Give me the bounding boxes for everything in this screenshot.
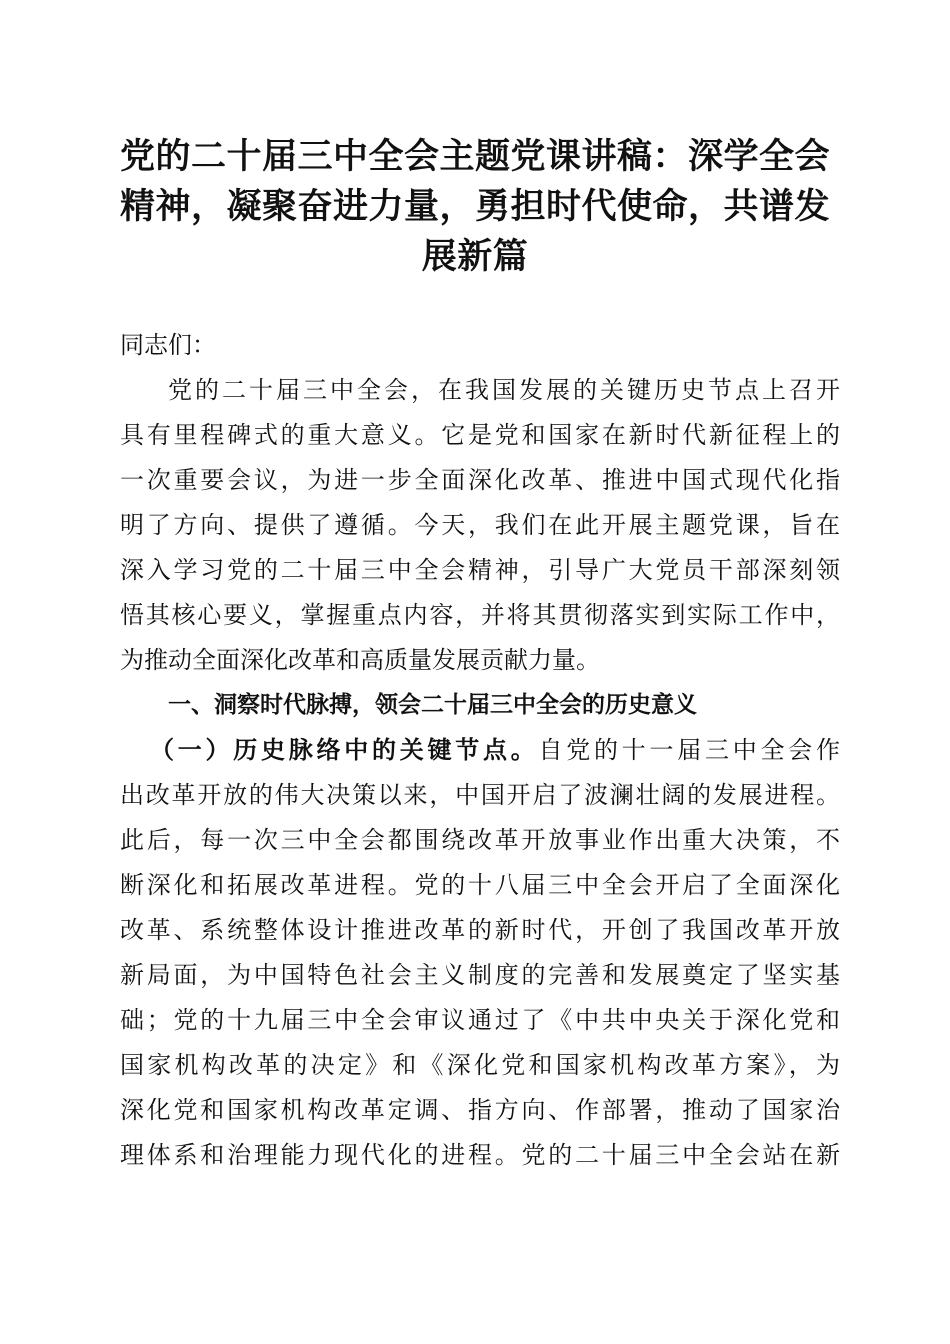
subsection-paragraph bbox=[120, 728, 840, 1178]
subsection-first-line-text: 自党的十一届三中全会作 bbox=[538, 736, 840, 764]
paragraph-line bbox=[120, 728, 840, 773]
paragraph-line: 出改革开放的伟大决策以来，中国开启了波澜壮阔的发展进程。 bbox=[120, 781, 840, 809]
paragraph-line: 深化党和国家机构改革定调、指方向、作部署，推动了国家治 bbox=[120, 1096, 840, 1124]
paragraph-line: 深入学习党的二十届三中全会精神，引导广大党员干部深刻领 bbox=[120, 556, 840, 584]
paragraph-line: 础；党的十九届三中全会审议通过了《中共中央关于深化党和 bbox=[120, 1006, 840, 1034]
subsection-heading: （一）历史脉络中的关键节点。 bbox=[150, 736, 539, 764]
paragraph-line: 悟其核心要义，掌握重点内容，并将其贯彻落实到实际工作中， bbox=[120, 601, 840, 629]
intro-paragraph bbox=[120, 368, 840, 683]
title-line: 党的二十届三中全会主题党课讲稿：深学全会 bbox=[119, 136, 830, 177]
paragraph-line: 断深化和拓展改革进程。党的十八届三中全会开启了全面深化 bbox=[120, 871, 840, 899]
paragraph-line: 明了方向、提供了遵循。今天，我们在此开展主题党课，旨在 bbox=[120, 511, 840, 539]
title-line: 展新篇 bbox=[421, 236, 529, 277]
paragraph-line: 具有里程碑式的重大意义。它是党和国家在新时代新征程上的 bbox=[120, 421, 840, 449]
document-title bbox=[110, 132, 840, 282]
document-body bbox=[120, 323, 840, 1178]
greeting: 同志们： bbox=[120, 331, 216, 359]
paragraph-line: 国家机构改革的决定》和《深化党和国家机构改革方案》，为 bbox=[120, 1051, 840, 1079]
paragraph-line: 改革、系统整体设计推进改革的新时代，开创了我国改革开放 bbox=[120, 916, 840, 944]
paragraph-line: 一次重要会议，为进一步全面深化改革、推进中国式现代化指 bbox=[120, 466, 840, 494]
paragraph-line: 党的二十届三中全会，在我国发展的关键历史节点上召开 bbox=[168, 376, 840, 404]
paragraph-line: 理体系和治理能力现代化的进程。党的二十届三中全会站在新 bbox=[120, 1141, 840, 1169]
paragraph-line: 新局面，为中国特色社会主义制度的完善和发展奠定了坚实基 bbox=[120, 961, 840, 989]
title-line: 精神，凝聚奋进力量，勇担时代使命，共谱发 bbox=[119, 186, 830, 227]
section-heading: 一、洞察时代脉搏，领会二十届三中全会的历史意义 bbox=[168, 692, 697, 718]
paragraph-line: 此后，每一次三中全会都围绕改革开放事业作出重大决策，不 bbox=[120, 826, 840, 854]
paragraph-line: 为推动全面深化改革和高质量发展贡献力量。 bbox=[120, 646, 600, 674]
